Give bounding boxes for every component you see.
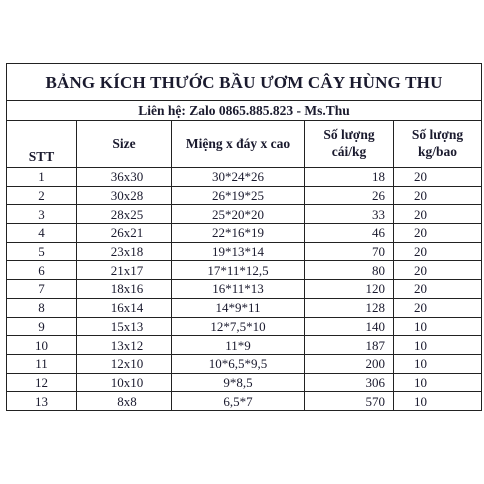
table-row xyxy=(7,298,482,317)
cell-quantity-per-kg: 128 xyxy=(305,298,394,317)
header-stt: STT xyxy=(7,121,77,168)
table-row xyxy=(7,373,482,392)
cell-dimensions: 11*9 xyxy=(172,336,305,355)
cell-kg-per-bag: 20 xyxy=(394,168,482,187)
cell-size: 21x17 xyxy=(77,261,172,280)
cell-stt: 3 xyxy=(7,205,77,224)
cell-quantity-per-kg: 140 xyxy=(305,317,394,336)
cell-dimensions: 25*20*20 xyxy=(172,205,305,224)
cell-stt: 1 xyxy=(7,168,77,187)
cell-quantity-per-kg: 70 xyxy=(305,242,394,261)
cell-quantity-per-kg: 306 xyxy=(305,373,394,392)
cell-stt: 4 xyxy=(7,224,77,243)
table-row xyxy=(7,261,482,280)
contact-info: Liên hệ: Zalo 0865.885.823 - Ms.Thu xyxy=(7,101,482,121)
table-row xyxy=(7,168,482,187)
cell-kg-per-bag: 20 xyxy=(394,298,482,317)
contact-row xyxy=(7,101,482,121)
cell-stt: 2 xyxy=(7,186,77,205)
cell-stt: 10 xyxy=(7,336,77,355)
cell-quantity-per-kg: 26 xyxy=(305,186,394,205)
header-dimensions: Miệng x đáy x cao xyxy=(172,121,305,168)
cell-size: 36x30 xyxy=(77,168,172,187)
cell-dimensions: 17*11*12,5 xyxy=(172,261,305,280)
cell-size: 30x28 xyxy=(77,186,172,205)
cell-dimensions: 16*11*13 xyxy=(172,280,305,299)
cell-dimensions: 10*6,5*9,5 xyxy=(172,354,305,373)
cell-size: 28x25 xyxy=(77,205,172,224)
cell-kg-per-bag: 20 xyxy=(394,261,482,280)
cell-kg-per-bag: 20 xyxy=(394,186,482,205)
cell-quantity-per-kg: 187 xyxy=(305,336,394,355)
header-row xyxy=(7,121,482,168)
cell-size: 12x10 xyxy=(77,354,172,373)
cell-size: 10x10 xyxy=(77,373,172,392)
cell-kg-per-bag: 20 xyxy=(394,224,482,243)
cell-dimensions: 30*24*26 xyxy=(172,168,305,187)
table-row xyxy=(7,186,482,205)
table-row xyxy=(7,224,482,243)
cell-stt: 13 xyxy=(7,392,77,411)
cell-kg-per-bag: 10 xyxy=(394,392,482,411)
cell-quantity-per-kg: 18 xyxy=(305,168,394,187)
header-quantity-per-kg: Số lượng cái/kg xyxy=(305,121,394,168)
cell-stt: 9 xyxy=(7,317,77,336)
cell-stt: 5 xyxy=(7,242,77,261)
table-row xyxy=(7,205,482,224)
cell-size: 26x21 xyxy=(77,224,172,243)
cell-dimensions: 26*19*25 xyxy=(172,186,305,205)
cell-kg-per-bag: 10 xyxy=(394,373,482,392)
title-row xyxy=(7,64,482,101)
cell-stt: 11 xyxy=(7,354,77,373)
size-table xyxy=(6,63,482,411)
cell-dimensions: 6,5*7 xyxy=(172,392,305,411)
header-size: Size xyxy=(77,121,172,168)
table-row xyxy=(7,336,482,355)
cell-kg-per-bag: 20 xyxy=(394,280,482,299)
cell-kg-per-bag: 10 xyxy=(394,336,482,355)
cell-stt: 12 xyxy=(7,373,77,392)
cell-kg-per-bag: 10 xyxy=(394,317,482,336)
cell-size: 13x12 xyxy=(77,336,172,355)
table-row xyxy=(7,392,482,411)
cell-quantity-per-kg: 33 xyxy=(305,205,394,224)
cell-quantity-per-kg: 570 xyxy=(305,392,394,411)
cell-dimensions: 9*8,5 xyxy=(172,373,305,392)
cell-size: 15x13 xyxy=(77,317,172,336)
cell-size: 16x14 xyxy=(77,298,172,317)
cell-quantity-per-kg: 80 xyxy=(305,261,394,280)
cell-stt: 6 xyxy=(7,261,77,280)
cell-size: 8x8 xyxy=(77,392,172,411)
cell-dimensions: 19*13*14 xyxy=(172,242,305,261)
page-title: BẢNG KÍCH THƯỚC BẦU ƯƠM CÂY HÙNG THU xyxy=(7,64,482,101)
table-row xyxy=(7,242,482,261)
cell-kg-per-bag: 20 xyxy=(394,205,482,224)
cell-quantity-per-kg: 200 xyxy=(305,354,394,373)
table-row xyxy=(7,317,482,336)
table-row xyxy=(7,280,482,299)
cell-dimensions: 22*16*19 xyxy=(172,224,305,243)
header-kg-per-bag: Số lượng kg/bao xyxy=(394,121,482,168)
cell-size: 23x18 xyxy=(77,242,172,261)
cell-size: 18x16 xyxy=(77,280,172,299)
cell-quantity-per-kg: 120 xyxy=(305,280,394,299)
cell-kg-per-bag: 20 xyxy=(394,242,482,261)
cell-kg-per-bag: 10 xyxy=(394,354,482,373)
cell-stt: 8 xyxy=(7,298,77,317)
cell-dimensions: 14*9*11 xyxy=(172,298,305,317)
table-row xyxy=(7,354,482,373)
cell-stt: 7 xyxy=(7,280,77,299)
cell-dimensions: 12*7,5*10 xyxy=(172,317,305,336)
cell-quantity-per-kg: 46 xyxy=(305,224,394,243)
